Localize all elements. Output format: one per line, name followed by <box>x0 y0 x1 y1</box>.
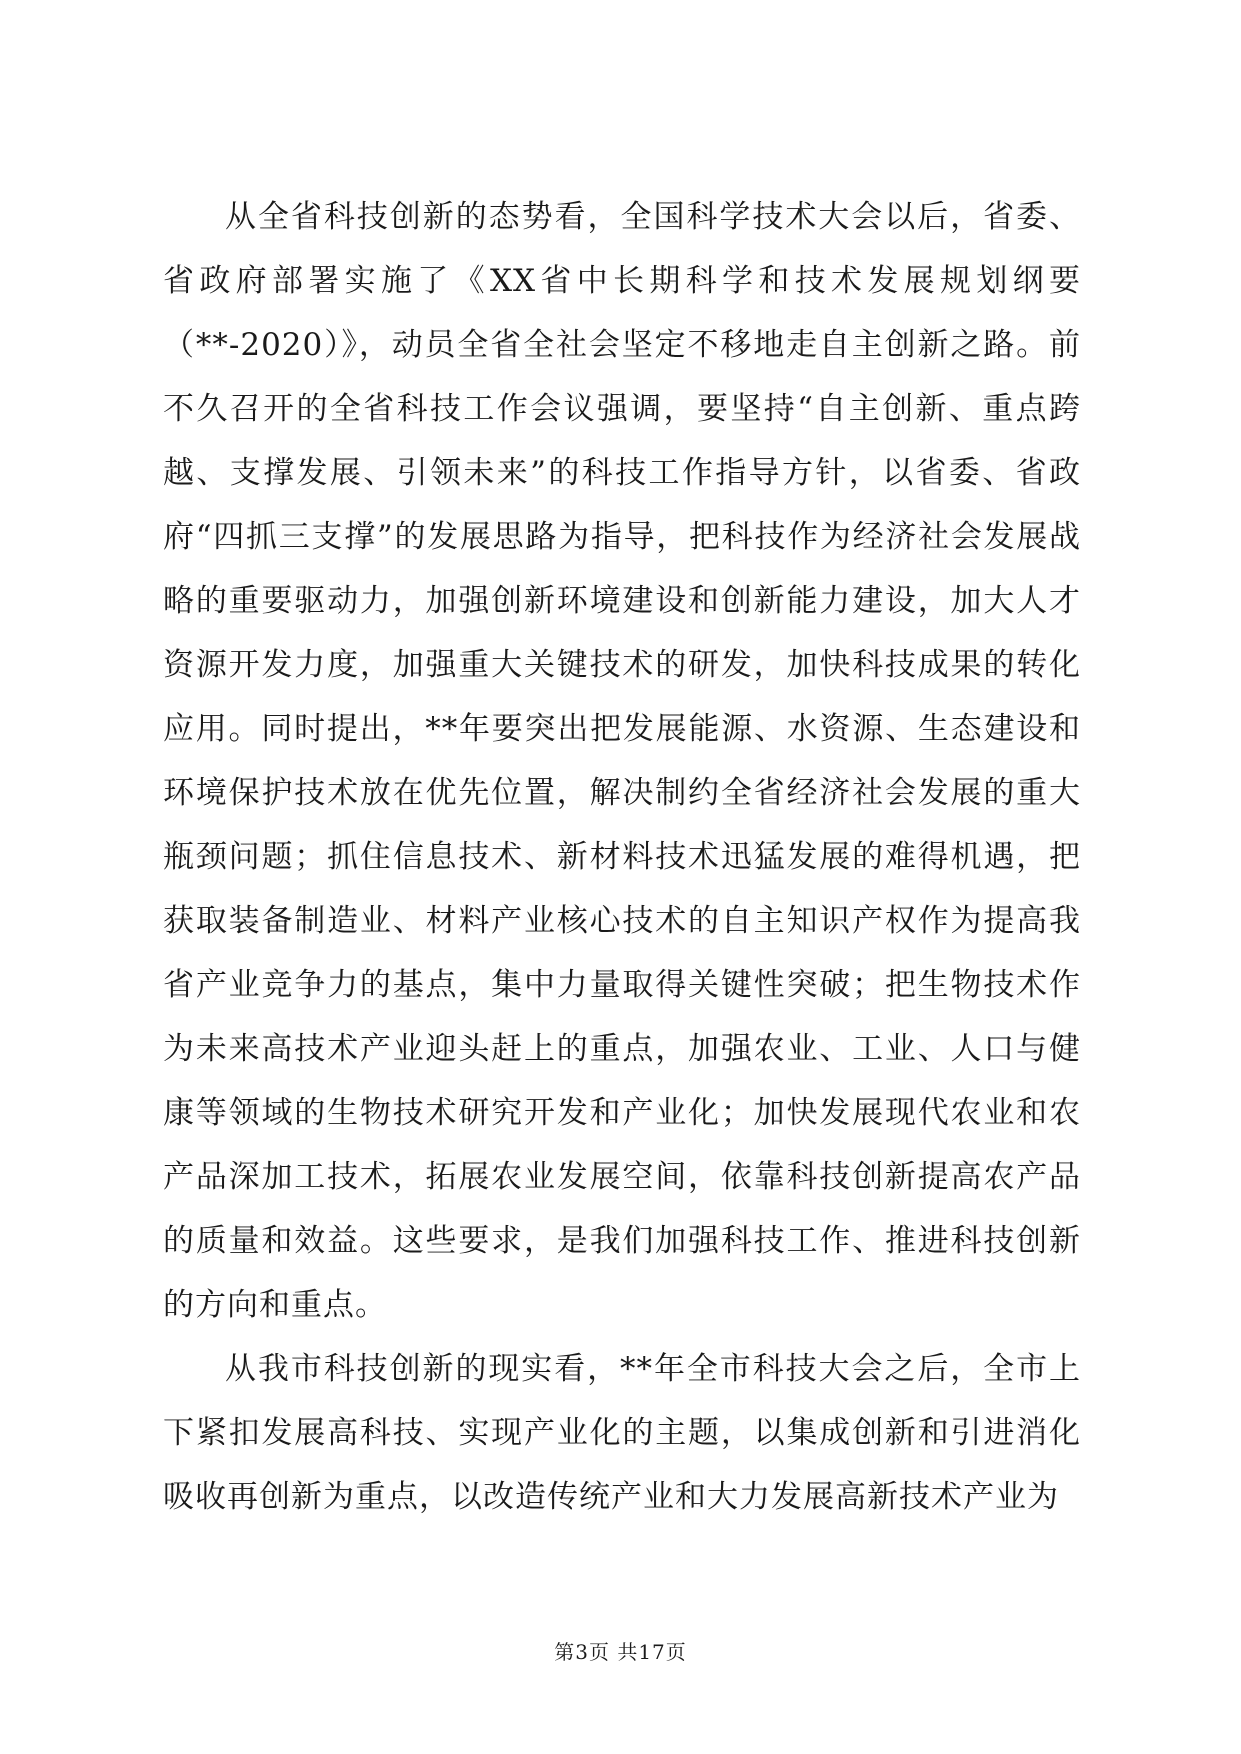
document-body <box>163 185 1081 1529</box>
paragraph-2: 从我市科技创新的现实看，**年全市科技大会之后，全市上下紧扣发展高科技、实现产业化的主题，以集成创新和引进消化吸收再创新为重点，以改造传统产业和大力发展高新技术产业为 <box>163 1351 1081 1515</box>
page-footer: 第3页 共17页 <box>554 1640 687 1664</box>
paragraph-1: 从全省科技创新的态势看，全国科学技术大会以后，省委、省政府部署实施了《XX省中长期科学和技术发展规划纲要（**-2020）》，动员全省全社会坚定不移地走自主创新之路。前不久召开的全省科技工作会议强调，要坚持“自主创新、重点跨越、支撑发展、引领未来”的科技工作指导方针，以省委、省政府“四抓三支撑”的发展思路为指导，把科技作为经济社会发展战略的重要驱动力，加强创新环境建设和创新能力建设，加大人才资源开发力度，加强重大关键技术的研发，加快科技成果的转化应用。同时提出，**年要突出把发展能源、水资源、生态建设和环境保护技术放在优先位置，解决制约全省经济社会发展的重大瓶颈问题；抓住信息技术、新材料技术迅猛发展的难得机遇，把获取装备制造业、材料产业核心技术的自主知识产权作为提高我省产业竞争力的基点，集中力量取得关键性突破；把生物技术作为未来高技术产业迎头赶上的重点，加强农业、工业、人口与健康等领域的生物技术研究开发和产业化；加快发展现代农业和农产品深加工技术，拓展农业发展空间，依靠科技创新提高农产品的质量和效益。这些要求，是我们加强科技工作、推进科技创新的方向和重点。 <box>163 199 1081 1323</box>
